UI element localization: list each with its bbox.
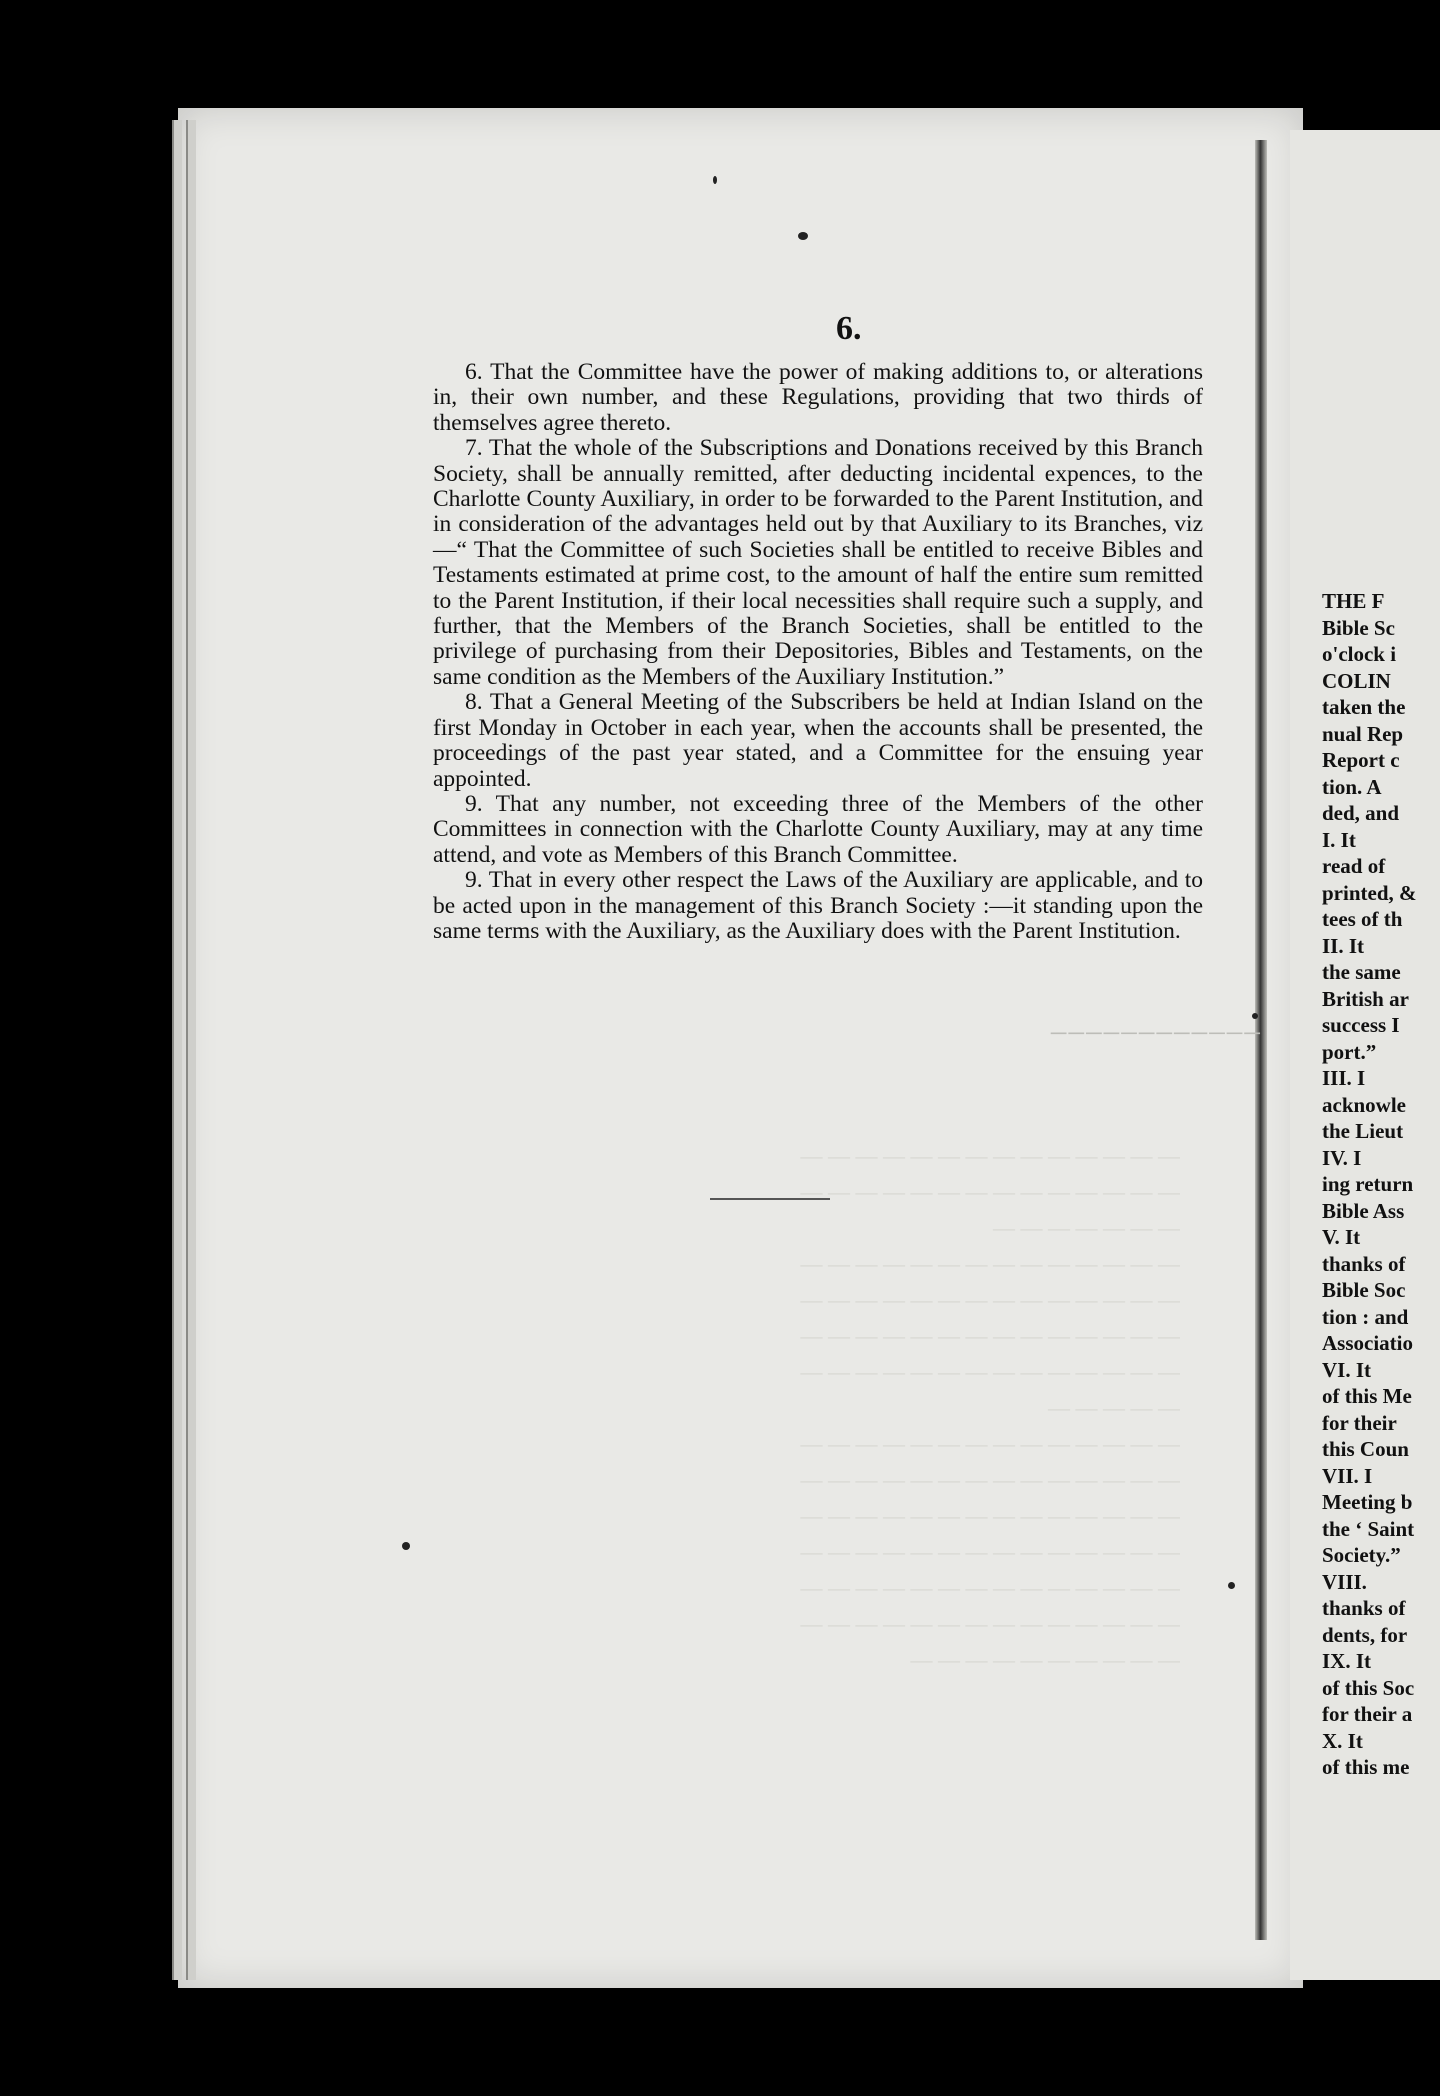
facing-page-line: this Coun: [1322, 1437, 1409, 1461]
facing-page-line: III. I: [1322, 1066, 1366, 1090]
ink-speck: [1228, 1582, 1235, 1589]
facing-page-text: [1322, 588, 1440, 1781]
ink-speck: [798, 232, 808, 240]
facing-page-line: of this Me: [1322, 1384, 1412, 1408]
facing-page-line: IX. It: [1322, 1649, 1372, 1673]
regulation-9b: 9. That in every other respect the Laws of the Auxiliary are applicable, and to be acted upon in the management of this Branch Society :—it standing upon the same terms with the Auxiliary, as the Auxiliary does with the Parent Institution.: [433, 867, 1203, 944]
facing-page-line: for their: [1322, 1410, 1397, 1435]
facing-page-line: British ar: [1322, 986, 1409, 1011]
ink-speck: [402, 1542, 410, 1550]
facing-page-line: Bible Sc: [1322, 615, 1395, 640]
facing-page-line: VII. I: [1322, 1463, 1373, 1488]
facing-page-line: IV. I: [1322, 1145, 1362, 1170]
show-through-heading: ────────────: [1048, 1020, 1260, 1045]
facing-page-line: COLIN: [1322, 668, 1391, 693]
regulations-text: [433, 360, 1203, 944]
facing-page-line: for their a: [1322, 1702, 1413, 1726]
facing-page-line: Bible Ass: [1322, 1198, 1405, 1223]
facing-page-line: I. It: [1322, 827, 1356, 852]
facing-page-line: Report c: [1322, 748, 1400, 772]
facing-page-line: dents, for: [1322, 1622, 1408, 1647]
facing-page-line: printed, &: [1322, 880, 1417, 905]
facing-page-line: acknowle: [1322, 1092, 1406, 1117]
facing-page-line: II. It: [1322, 933, 1365, 958]
facing-page-line: of this Soc: [1322, 1675, 1415, 1700]
facing-page-line: nual Rep: [1322, 721, 1404, 746]
facing-page-line: X. It: [1322, 1728, 1363, 1753]
facing-page-line: port.”: [1322, 1039, 1377, 1064]
show-through-text: — — — — — — — — — — — — — — — — — — — — — — — — — — — — — — — — — — — — — — — — — — — — — — — — — — — — — — — — — — — — — — — — — — — — — — — — — — — — — — — — — — — — — — — — — — — — — — — — — — — — — — — — — — — — — — — — — — — — — — — — — — — — — — — — — — — — — — — — — — — — — — — — — — — — — — — — — — — — — — — — — — — — — — — — — — — — — — — — — — — — — — — — — — — — — —: [800, 1143, 1180, 1672]
ink-speck: [713, 176, 717, 184]
facing-page-line: VI. It: [1322, 1357, 1372, 1382]
facing-page-line: success I: [1322, 1013, 1400, 1037]
facing-page-line: Associatio: [1322, 1331, 1413, 1355]
facing-page-line: of this me: [1322, 1755, 1410, 1779]
facing-page-line: THE F: [1322, 589, 1385, 613]
facing-page-line: VIII.: [1322, 1569, 1367, 1594]
regulation-9a: 9. That any number, not exceeding three of the Members of the other Committees in connection with the Charlotte County Auxiliary, may at any time attend, and vote as Members of this Branch Committee.: [433, 790, 1203, 868]
facing-page-line: Meeting b: [1322, 1490, 1413, 1514]
facing-page-line: thanks of: [1322, 1596, 1406, 1620]
facing-page-line: ded, and: [1322, 801, 1400, 825]
facing-page-line: taken the: [1322, 695, 1406, 719]
facing-page-line: ing return: [1322, 1172, 1414, 1196]
facing-page-line: read of: [1322, 854, 1386, 878]
page-edge: [172, 120, 182, 1980]
page-number: 6.: [836, 310, 862, 347]
regulation-8: 8. That a General Meeting of the Subscribers be held at Indian Island on the first Monday in October in each year, when the accounts shall be presented, the proceedings of the past year stated, and a Committee for the ensuing year appointed.: [433, 689, 1203, 792]
facing-page-line: the same: [1322, 960, 1401, 984]
facing-page-line: tion. A: [1322, 774, 1382, 799]
ink-speck: [1252, 1013, 1258, 1019]
facing-page-line: the ‘ Saint: [1322, 1516, 1415, 1541]
regulation-7: 7. That the whole of the Subscriptions and Donations received by this Branch Society, shall be annually remitted, after deducting incidental expences, to the Charlotte County Auxiliary, in order to be forwarded to the Parent Institution, and in consideration of the advantages held out by that Auxiliary to its Branches, viz—“ That the Committee of such Societies shall be entitled to receive Bibles and Testaments estimated at prime cost, to the amount of half the entire sum remitted to the Parent Institution, if their local necessities shall require such a supply, and further, that the Members of the Branch Societies, shall be entitled to the privilege of purchasing from their Depositories, Bibles and Testaments, on the same condition as the Members of the Auxiliary Institution.”: [433, 435, 1203, 690]
facing-page-line: Society.”: [1322, 1543, 1401, 1567]
facing-page-line: tion : and: [1322, 1304, 1409, 1329]
facing-page-line: Bible Soc: [1322, 1278, 1406, 1302]
page-edge: [186, 120, 196, 1980]
facing-page-line: thanks of: [1322, 1251, 1406, 1276]
facing-page-line: V. It: [1322, 1225, 1361, 1249]
facing-page-line: the Lieut: [1322, 1119, 1404, 1143]
facing-page-line: tees of th: [1322, 907, 1403, 931]
regulation-6: 6. That the Committee have the power of making additions to, or alterations in, their own number, and these Regulations, providing that two thirds of themselves agree thereto.: [433, 359, 1203, 436]
facing-page-line: o'clock i: [1322, 642, 1397, 666]
